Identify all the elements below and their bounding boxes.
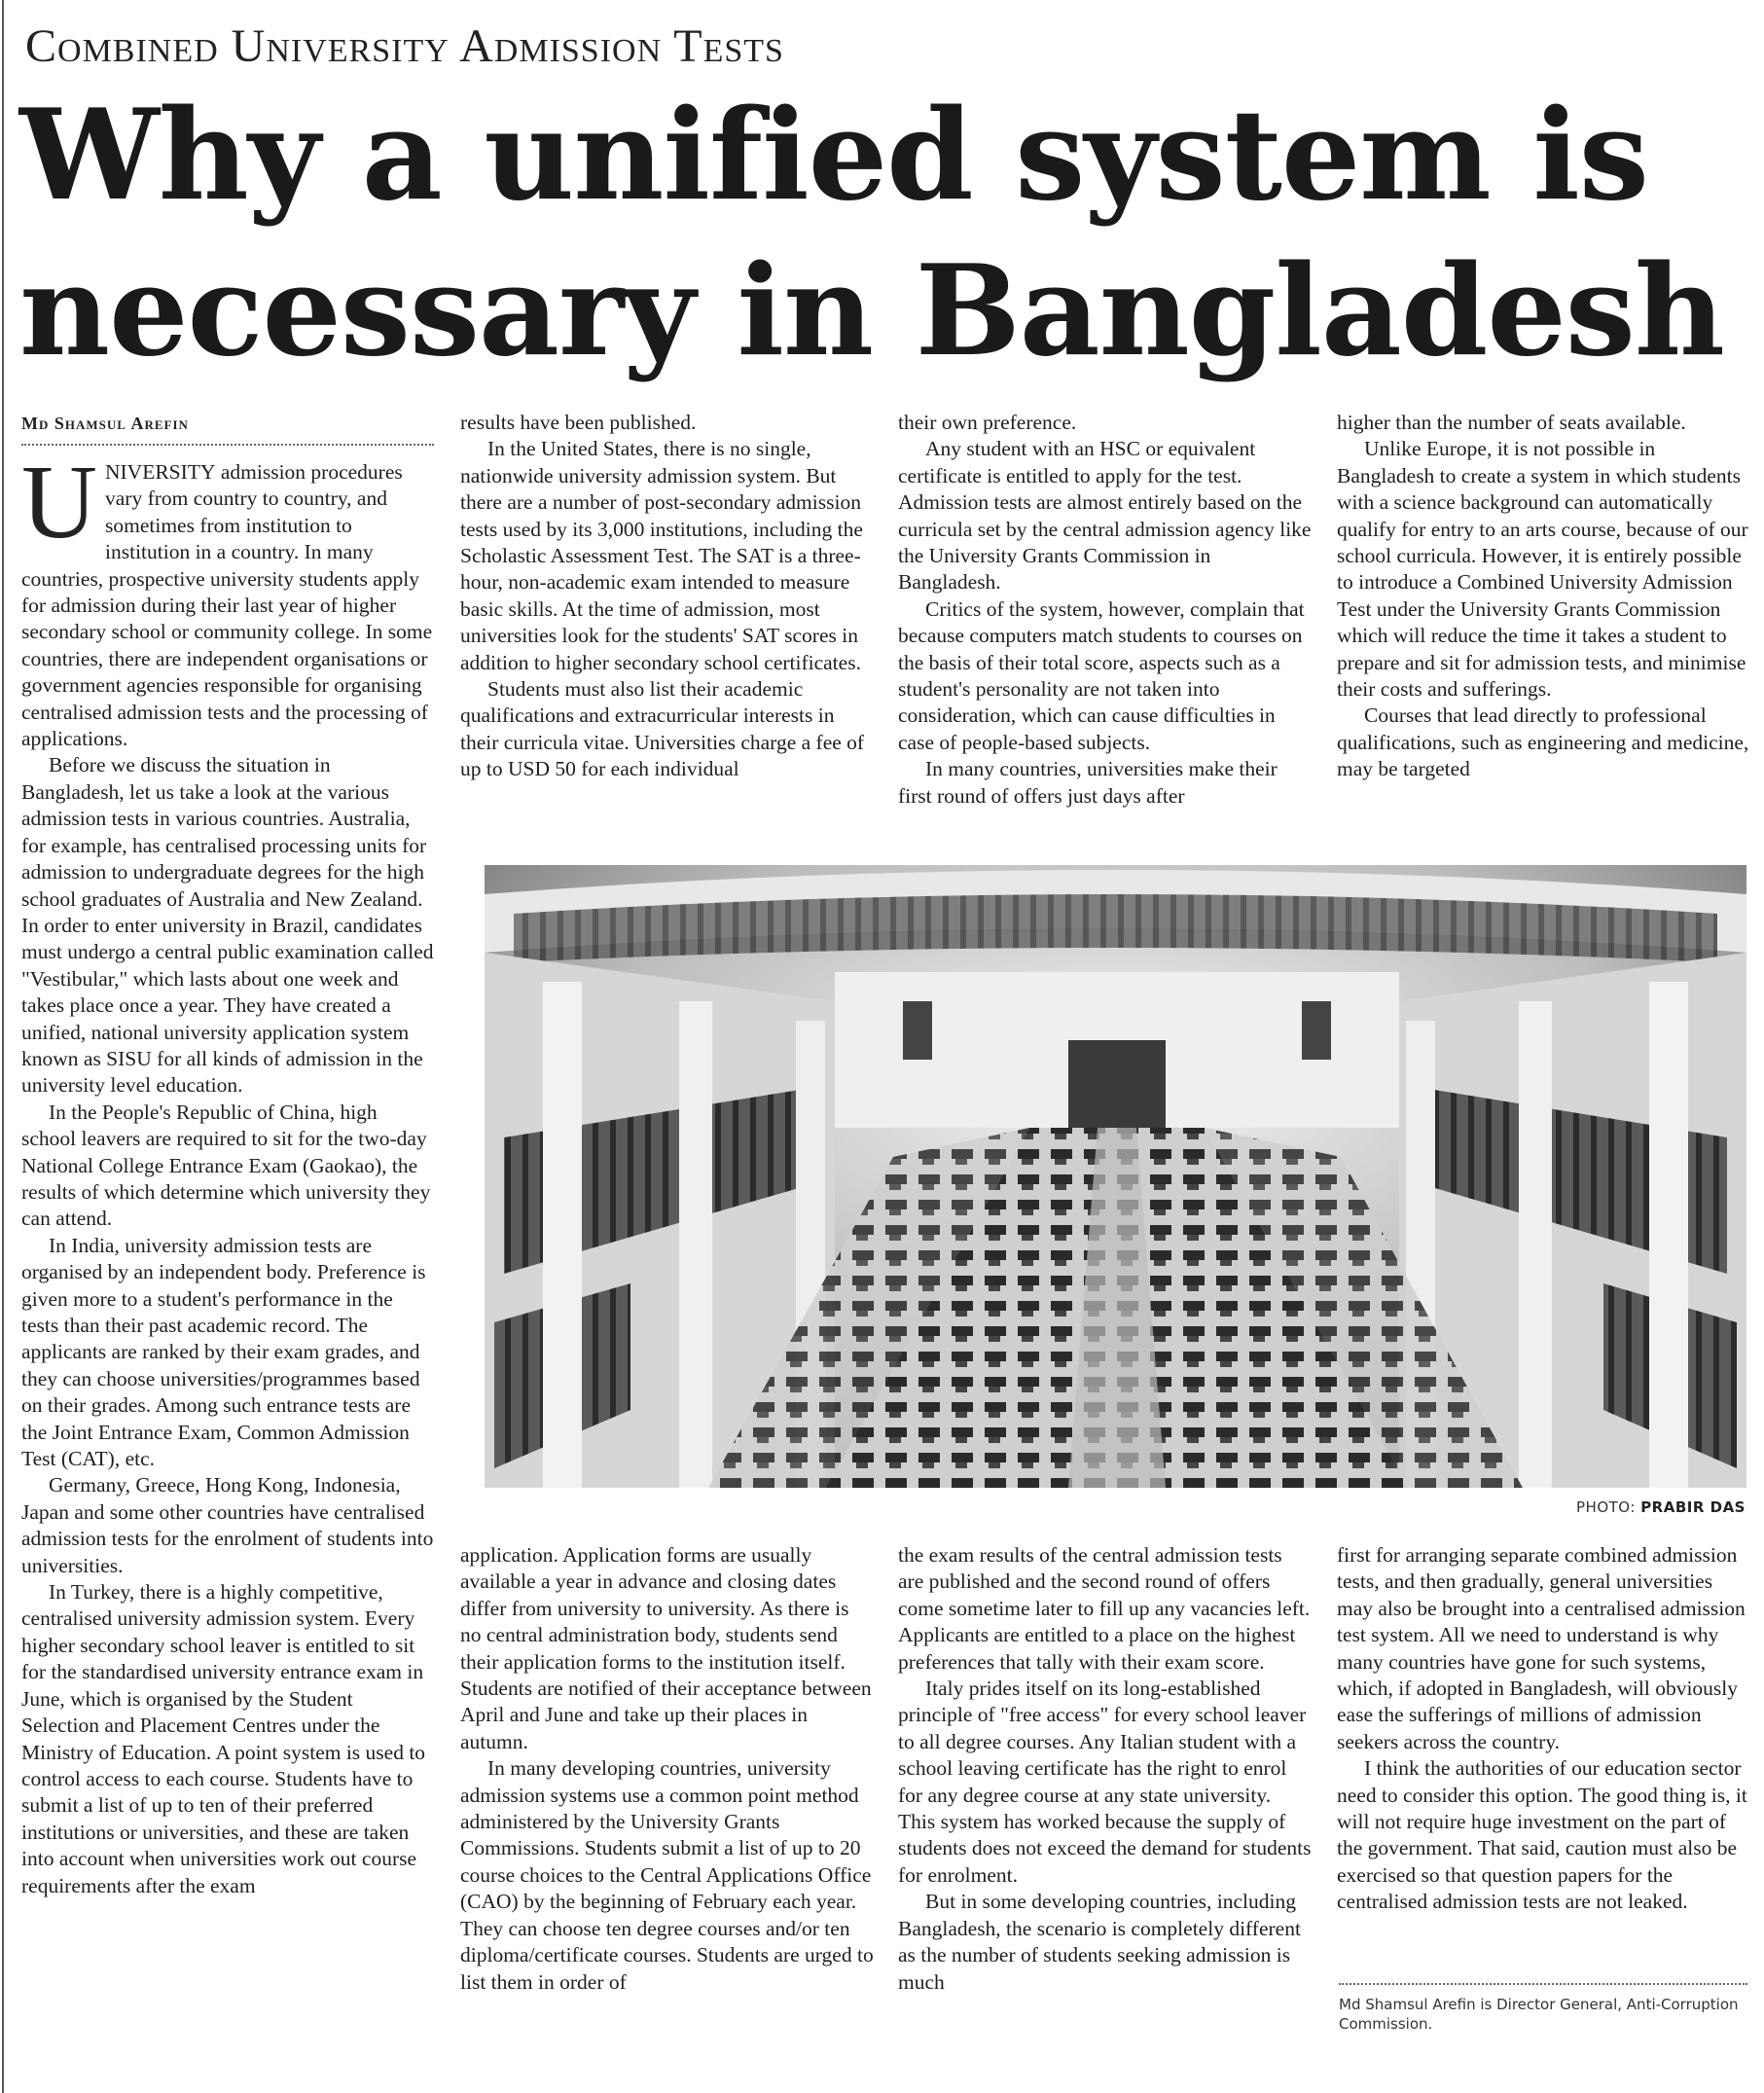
paragraph: In the People's Republic of China, high school leavers are required to sit for the two-day National College Entrance Exam (Gaokao), the results of which determine which university they can attend. (21, 1100, 431, 1231)
paragraph: results have been published. (460, 411, 697, 434)
headline: Why a unified system is necessary in Bangladesh (19, 83, 1724, 384)
paragraph: In the United States, there is no single, nationwide university admission system. But there are a number of post-secondary admission tests used by its 3,000 institutions, including the Scholastic Assessment Test. The SAT is a three-hour, non-academic exam intended to measure basic skills. At the time of admission, most universities look for the students' SAT scores in addition to higher secondary school certificates. (460, 437, 863, 674)
exam-hall-photo (485, 865, 1746, 1488)
article-column-4-bottom (1337, 1542, 1751, 1970)
author-note: Md Shamsul Arefin is Director General, Anti-Corruption Commission. (1339, 1996, 1739, 2033)
article-column-2-top (460, 410, 875, 843)
photo-credit (1576, 1498, 1746, 1516)
article-column-2-bottom (460, 1542, 875, 2058)
paragraph: Courses that lead directly to professional qualifications, such as engineering and medicine, may be targeted (1337, 704, 1749, 781)
paragraph: Students must also list their academic qualifications and extracurricular interests in their curricula vitae. Universities charge a fee of up to USD 50 for each individual (460, 677, 865, 781)
drop-cap: U (21, 445, 97, 560)
photo-credit-label: PHOTO: (1576, 1498, 1636, 1516)
paragraph-text: admission procedures vary from country to country, and sometimes from institution to institution in a country. In many countries, prospective university students apply for admission during their last year of higher secondary school or community college. In some countries, there are independent organisations or government agencies responsible for organising centralised admission tests and the processing of applications. (21, 460, 433, 751)
paragraph: Unlike Europe, it is not possible in Bangladesh to create a system in which students with a science background can automatically qualify for entry to an arts course, because of our school curricula. However, it is entirely possible to introduce a Combined University Admission Test under the University Grants Commission which will reduce the time it takes a student to prepare and sit for admission tests, and minimise their costs and sufferings. (1337, 437, 1748, 702)
paragraph: first for arranging separate combined admission tests, and then gradually, general universities may also be brought into a centralised admission test system. All we need to understand is why many countries have gone for such systems, which, if adopted in Bangladesh, will obviously ease the sufferings of millions of admission seekers across the country. (1337, 1543, 1746, 1753)
paragraph: Any student with an HSC or equivalent certificate is entitled to apply for the test. Admission tests are almost entirely based on the curricula set by the central admission agency like the University Grants Commission in Bangladesh. (898, 437, 1312, 595)
paragraph: Germany, Greece, Hong Kong, Indonesia, Japan and some other countries have centralised admission tests for the enrolment of students into universities. (21, 1473, 434, 1577)
paragraph: Before we discuss the situation in Bangladesh, let us take a look at the various admission tests in various countries. Australia, for example, has centralised processing units for admission to undergraduate degrees for the high school graduates of Australia and New Zealand. In order to enter university in Brazil, candidates must undergo a central public examination called "Vestibular," which lasts about one week and takes place once a year. They have created a unified, national university application system known as SISU for all kinds of admission in the university level education. (21, 753, 434, 1098)
paragraph: Critics of the system, however, complain that because computers match students to courses on the basis of their total score, aspects such as a student's personality are not taken into consideration, which can cause difficulties in case of people-based subjects. (898, 596, 1305, 754)
article-column-1 (21, 411, 434, 2055)
lead-paragraph (21, 445, 434, 752)
paragraph: In Turkey, there is a highly competitive, centralised university admission system. Every higher secondary school leaver is entitled to sit for the standardised university entrance exam in June, which is organised by the Student Selection and Placement Centres under the Ministry of Education. A point system is used to control access to each course. Students have to submit a list of up to ten of their preferred institutions or universities, and these are taken into account when universities work out course requirements after the exam (21, 1580, 426, 1897)
byline: Md Shamsul Arefin (21, 411, 434, 446)
paragraph: In India, university admission tests are organised by an independent body. Preference is given more to a student's performance in the tests than their past academic record. The applicants are ranked by their exam grades, and they can choose universities/programmes based on their grades. Among such entrance tests are the Joint Entrance Exam, Common Admission Test (CAT), etc. (21, 1233, 426, 1471)
paragraph: I think the authorities of our education sector need to consider this option. The good thing is, it will not require huge investment on the part of the government. That said, caution must also be exercised so that question papers for the centralised admission tests are not leaked. (1337, 1756, 1747, 1914)
lead-small-caps: NIVERSITY (105, 460, 216, 484)
section-kicker: Combined University Admission Tests (25, 20, 784, 72)
paragraph: In many countries, universities make their first round of offers just days after (898, 757, 1278, 808)
page-left-rule (2, 0, 4, 2093)
paragraph: their own preference. (898, 411, 1077, 434)
paragraph: higher than the number of seats available. (1337, 411, 1686, 434)
paragraph: the exam results of the central admission tests are published and the second round of offers come sometime later to fill up any vacancies left. Applicants are entitled to a place on the highest preferences that tally with their exam score. (898, 1543, 1311, 1674)
photo-credit-name: PRABIR DAS (1640, 1498, 1746, 1516)
article-column-4-top (1337, 410, 1751, 843)
author-note-divider (1339, 1983, 1747, 1985)
article-column-3-bottom (898, 1542, 1313, 2058)
paragraph: Italy prides itself on its long-established principle of "free access" for every school leaver to all degree courses. Any Italian student with a school leaving certificate has the right to enrol for any degree course at any state university. This system has worked because the supply of students does not exceed the demand for students for enrolment. (898, 1677, 1312, 1887)
exam-hall-photo-icon (485, 865, 1746, 1488)
paragraph: In many developing countries, university admission systems use a common point method administered by the University Grants Commissions. Students submit a list of up to 20 course choices to the Central Applications Office (CAO) by the beginning of February each year. They can choose ten degree courses and/or ten diploma/certificate courses. Students are urged to list them in order of (460, 1756, 874, 1994)
paragraph: application. Application forms are usually available a year in advance and closing dates differ from university to university. As there is no central administration body, students send their application forms to the institution itself. Students are notified of their acceptance between April and June and take up their places in autumn. (460, 1543, 872, 1753)
paragraph: But in some developing countries, including Bangladesh, the scenario is completely different as the number of students seeking admission is much (898, 1890, 1301, 1994)
article-column-3-top (898, 410, 1313, 843)
